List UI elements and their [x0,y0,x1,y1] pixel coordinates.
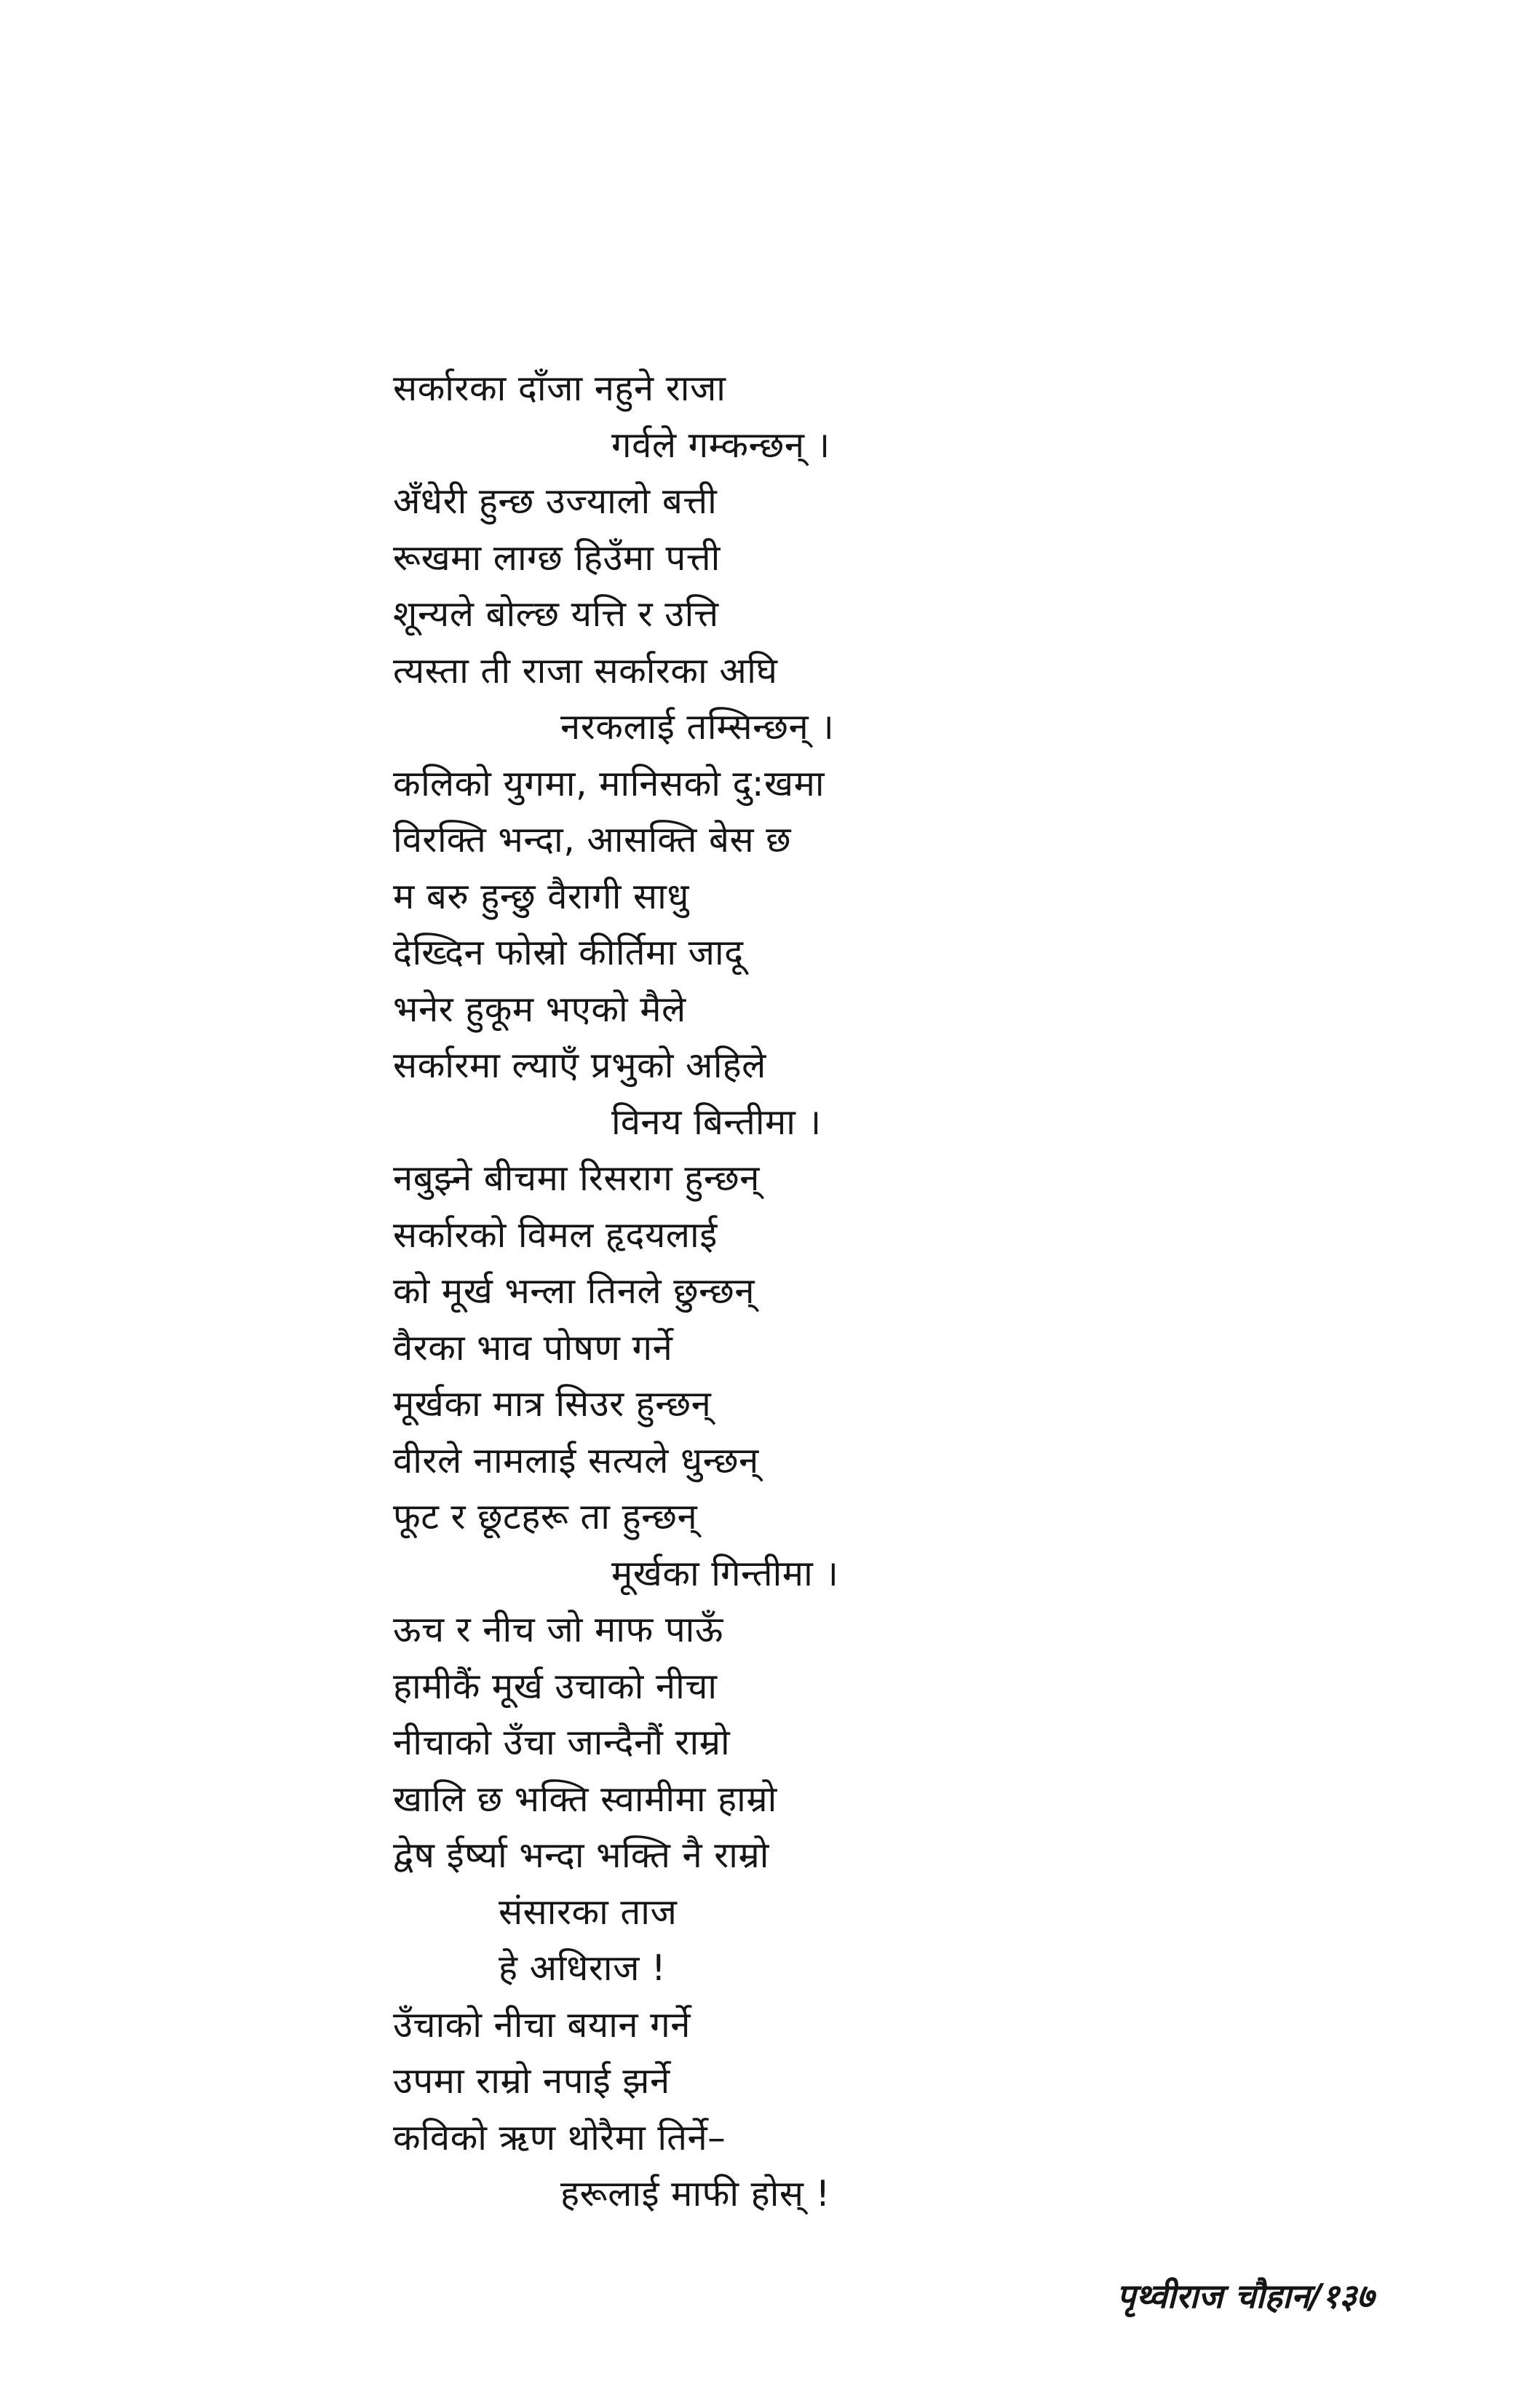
poem-line: ऊच र नीच जो माफ पाऊँ [393,1609,723,1650]
poem-line: वीरले नामलाई सत्यले धुन्छन् [393,1439,759,1481]
poem-line: नबुझ्ने बीचमा रिसराग हुन्छन् [393,1158,760,1199]
poem-line: देख्दिन फोस्रो कीर्तिमा जादू [393,932,744,973]
poem-line: वैरका भाव पोषण गर्ने [393,1326,673,1369]
poem-line: त्यस्ता ती राजा सर्कारका अघि [393,649,778,692]
poem-line: उँचाको नीचा बयान गर्ने [393,2003,691,2046]
poem-line: मूर्खका गिन्तीमा । [611,1552,839,1594]
poem-line: उपमा राम्रो नपाई झर्ने [393,2060,670,2102]
poem-line: द्वेष ईर्ष्या भन्दा भक्ति नै राम्रो [393,1835,769,1876]
poem-line: भनेर हुकूम भएको मैले [393,988,686,1030]
poem-line: गर्वले गम्कन्छन् । [611,424,830,466]
poem-line: को मूर्ख भन्ला तिनले छुन्छन् [393,1270,755,1312]
poem-body [393,360,1310,2223]
poem-line: हरूलाई माफी होस् ! [560,2173,830,2215]
poem-line: नीचाको उँचा जान्दैनौं राम्रो [393,1722,731,1763]
poem-line: कलिको युगमा, मानिसको दु:खमा [393,762,825,804]
poem-line: रूखमा लाग्छ हिउँमा पत्ती [393,537,721,579]
poem-line: म बरु हुन्छु वैरागी साधु [393,875,689,917]
poem-line: विनय बिन्तीमा । [611,1101,822,1143]
poem-line: सर्कारमा ल्याएँ प्रभुको अहिले [393,1045,766,1086]
poem-line: कविको ऋण थोरैमा तिर्ने– [393,2116,726,2158]
poem-line: शून्यले बोल्छ यत्ति र उत्ति [393,593,719,635]
poem-line: नरकलाई तम्सिन्छन् । [560,706,835,748]
poem-line: सर्कारका दाँजा नहुने राजा [393,368,726,409]
poem-line: हे अधिराज ! [499,1947,667,1989]
poem-line: संसारका ताज [499,1891,678,1933]
poem-line: मूर्खका मात्र सिउर हुन्छन् [393,1383,712,1425]
poem-line: विरक्ति भन्दा, आसक्ति बेस छ [393,819,792,860]
poem-line: खालि छ भक्ति स्वामीमा हाम्रो [393,1778,777,1820]
poem-line: सर्कारको विमल हृदयलाई [393,1214,718,1256]
poem-line: फूट र छूटहरू ता हुन्छन् [393,1496,698,1538]
poem-line: अँधेरी हुन्छ उज्यालो बत्ती [393,480,718,522]
running-footer: पृथ्वीराज चौहान/१३७ [1116,2276,1374,2316]
poem-line: हामीकैं मूर्ख उचाको नीचा [393,1665,718,1707]
